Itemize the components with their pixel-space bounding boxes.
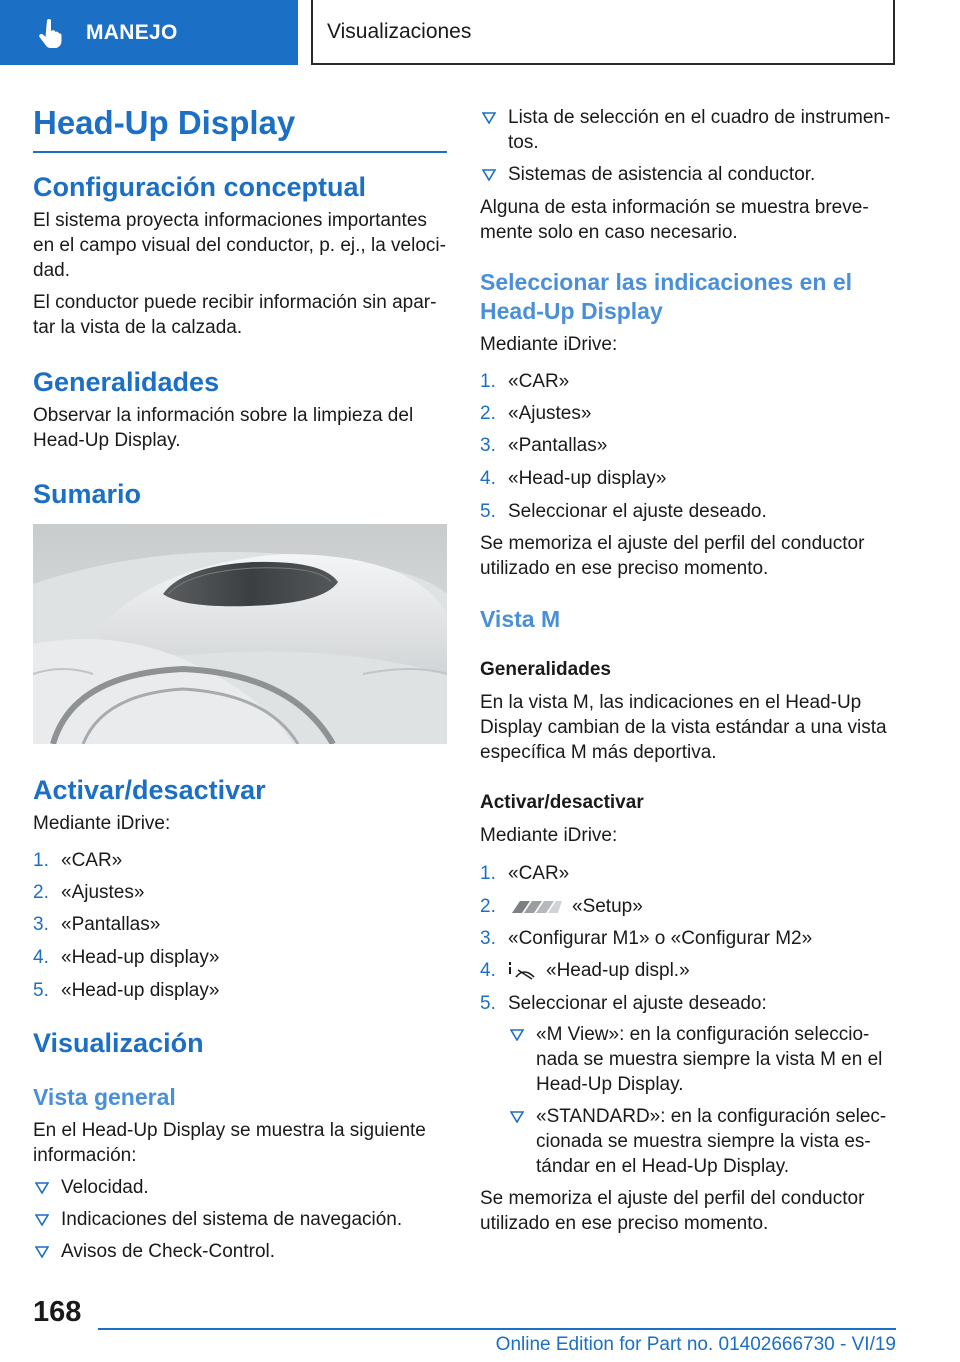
page-title: Head-Up Display — [33, 103, 447, 153]
list-item: 4. «Head-up displ.» — [480, 960, 690, 981]
heading-generalidades: Generalidades — [33, 367, 220, 397]
list-item: Indicaciones del sistema de navegación. — [33, 1207, 447, 1232]
triangle-bullet-icon — [35, 1182, 49, 1194]
list-item: Avisos de Check-Control. — [33, 1239, 447, 1264]
triangle-bullet-icon — [510, 1111, 524, 1123]
list-item: 3. «Configurar M1» o «Configurar M2» — [480, 928, 813, 949]
m-stripes-icon — [508, 899, 564, 915]
activate-intro: Mediante iDrive: — [33, 813, 171, 834]
hand-pointer-icon — [38, 18, 64, 48]
hud-symbol-icon — [508, 961, 538, 981]
heading-vista-general: Vista general — [33, 1084, 176, 1110]
paragraph-concept-2: El conductor puede recibir información sin apar-tar la vista de la calzada. — [33, 292, 437, 338]
list-item: 1. «CAR» — [480, 863, 570, 884]
triangle-bullet-icon — [482, 112, 496, 124]
list-item: 1. «CAR» — [33, 850, 123, 871]
heading-sumario: Sumario — [33, 479, 142, 509]
list-item: 4. «Head-up display» — [480, 468, 667, 489]
list-item: 4. «Head-up display» — [33, 947, 220, 968]
list-item: 2. «Ajustes» — [480, 403, 592, 424]
footer-edition: Online Edition for Part no. 01402666730 - VI/19 — [495, 1334, 896, 1355]
list-item: 1. «CAR» — [480, 371, 570, 392]
triangle-bullet-icon — [35, 1214, 49, 1226]
list-item: Velocidad. — [33, 1175, 447, 1200]
paragraph-overview: En el Head-Up Display se muestra la siguiente información: — [33, 1120, 426, 1166]
footer-rule — [98, 1328, 896, 1330]
hud-photo — [33, 524, 447, 744]
section-tab — [0, 0, 298, 65]
chapter-title: Visualizaciones — [311, 0, 895, 65]
heading-activar: Activar/desactivar — [33, 775, 266, 805]
list-item: 5. Seleccionar el ajuste deseado. — [480, 501, 767, 522]
list-item: 5. Seleccionar el ajuste deseado: — [480, 993, 767, 1014]
list-item: Lista de selección en el cuadro de instrumen-tos. — [480, 105, 896, 155]
m-activate-intro: Mediante iDrive: — [480, 825, 618, 846]
triangle-bullet-icon — [482, 169, 496, 181]
list-item: «STANDARD»: en la configuración selec-cionada se muestra siempre la vista es-tándar en el Head-Up Display. — [508, 1104, 896, 1179]
paragraph-concept-1: El sistema proyecta informaciones importantes en el campo visual del conductor, p. ej., la veloci-dad. — [33, 210, 446, 281]
paragraph-overview-note: Alguna de esta información se muestra breve-mente solo en caso necesario. — [480, 197, 869, 243]
heading-vista-m: Vista M — [480, 606, 561, 632]
page-number: 168 — [33, 1296, 82, 1328]
heading-configuracion: Configuración conceptual — [33, 172, 367, 202]
paragraph-m-note: Se memoriza el ajuste del perfil del conductor utilizado en ese preciso momento. — [480, 1188, 865, 1234]
paragraph-select-note: Se memoriza el ajuste del perfil del conductor utilizado en ese preciso momento. — [480, 533, 865, 579]
heading-m-generalidades: Generalidades — [480, 659, 611, 680]
paragraph-generalidades: Observar la información sobre la limpieza del Head-Up Display. — [33, 405, 414, 451]
list-item: 2. «Setup» — [480, 896, 643, 917]
heading-m-activar: Activar/desactivar — [480, 792, 644, 813]
paragraph-m-general: En la vista M, las indicaciones en el Head-Up Display cambian de la vista estándar a una vista específica M más deportiva. — [480, 692, 887, 763]
list-item: Sistemas de asistencia al conductor. — [480, 162, 896, 187]
select-intro: Mediante iDrive: — [480, 334, 618, 355]
section-label: MANEJO — [86, 20, 178, 44]
list-item: 3. «Pantallas» — [33, 914, 161, 935]
list-item: 5. «Head-up display» — [33, 980, 220, 1001]
list-item: 2. «Ajustes» — [33, 882, 145, 903]
list-item: «M View»: en la configuración seleccio-nada se muestra siempre la vista M en el Head-Up Display. — [508, 1022, 896, 1097]
list-item: 3. «Pantallas» — [480, 435, 608, 456]
triangle-bullet-icon — [35, 1246, 49, 1258]
heading-seleccionar: Seleccionar las indicaciones en el Head-Up Display — [480, 269, 853, 324]
triangle-bullet-icon — [510, 1029, 524, 1041]
heading-visualizacion: Visualización — [33, 1028, 204, 1058]
